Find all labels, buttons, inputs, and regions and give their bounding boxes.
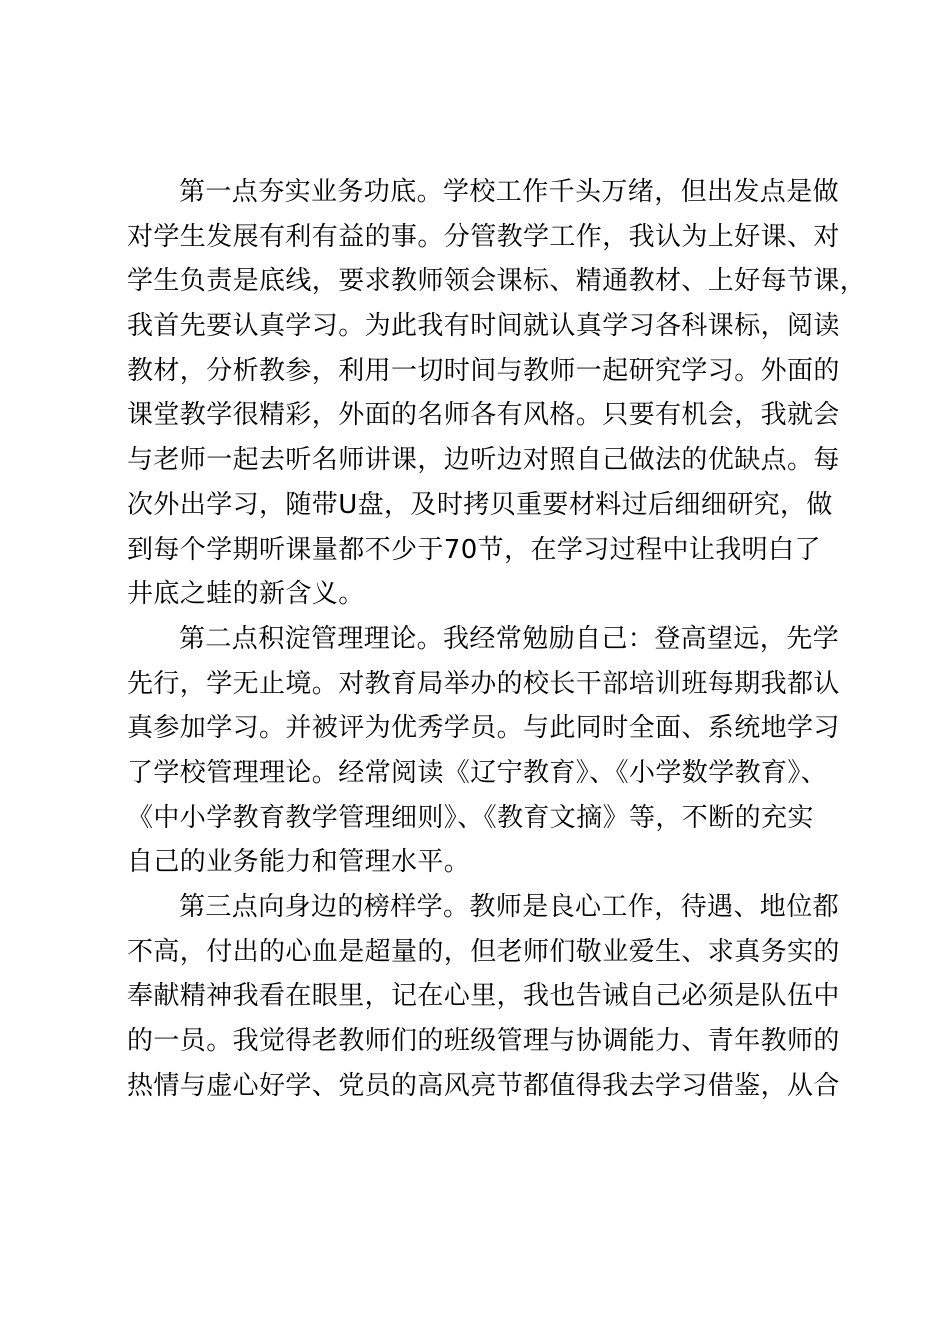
document-body (127, 170, 867, 1108)
text-line: 学生负责是底线，要求教师领会课标、精通教材、上好每节课， (127, 266, 867, 297)
text-line: 自己的业务能力和管理水平。 (127, 847, 471, 878)
text-line: 与老师一起去听名师讲课，边听边对照自己做法的优缺点。每 (127, 445, 840, 476)
text-line: 不高，付出的心血是超量的，但老师们敬业爱生、求真务实的 (127, 936, 840, 967)
text-line: 课堂教学很精彩，外面的名师各有风格。只要有机会，我就会 (127, 400, 840, 431)
text-line: 到每个学期听课量都不少于70节，在学习过程中让我明白了 (127, 534, 821, 565)
text-line: 先行，学无止境。对教育局举办的校长干部培训班每期我都认 (127, 668, 840, 699)
text-line: 《中小学教育教学管理细则》、《教育文摘》等，不断的充实 (127, 802, 814, 833)
text-line: 真参加学习。并被评为优秀学员。与此同时全面、系统地学习 (127, 713, 840, 744)
text-line: 奉献精神我看在眼里，记在心里，我也告诫自己必须是队伍中 (127, 981, 840, 1012)
text-line: 次外出学习，随带U盘，及时拷贝重要材料过后细细研究，做 (127, 489, 833, 520)
text-line: 我首先要认真学习。为此我有时间就认真学习各科课标，阅读 (127, 311, 840, 342)
text-line: 第一点夯实业务功底。学校工作千头万绪，但出发点是做 (179, 177, 840, 207)
paragraph-2 (127, 617, 840, 885)
text-line: 教材，分析教参，利用一切时间与教师一起研究学习。外面的 (127, 355, 840, 386)
text-line: 第三点向身边的榜样学。教师是良心工作，待遇、地位都 (179, 892, 840, 922)
paragraph-1 (127, 170, 867, 617)
text-line: 井底之蛙的新含义。 (127, 579, 365, 610)
paragraph-3 (127, 885, 840, 1108)
text-line: 对学生发展有利有益的事。分管教学工作，我认为上好课、对 (127, 221, 840, 252)
text-line: 热情与虚心好学、党员的高风亮节都值得我去学习借鉴，从合 (127, 1070, 840, 1101)
text-line: 了学校管理理论。经常阅读《辽宁教育》、《小学数学教育》、 (127, 757, 828, 788)
text-line: 第二点积淀管理理论。我经常勉励自己：登高望远，先学 (179, 623, 840, 654)
text-line: 的一员。我觉得老教师们的班级管理与协调能力、青年教师的 (127, 1026, 840, 1057)
